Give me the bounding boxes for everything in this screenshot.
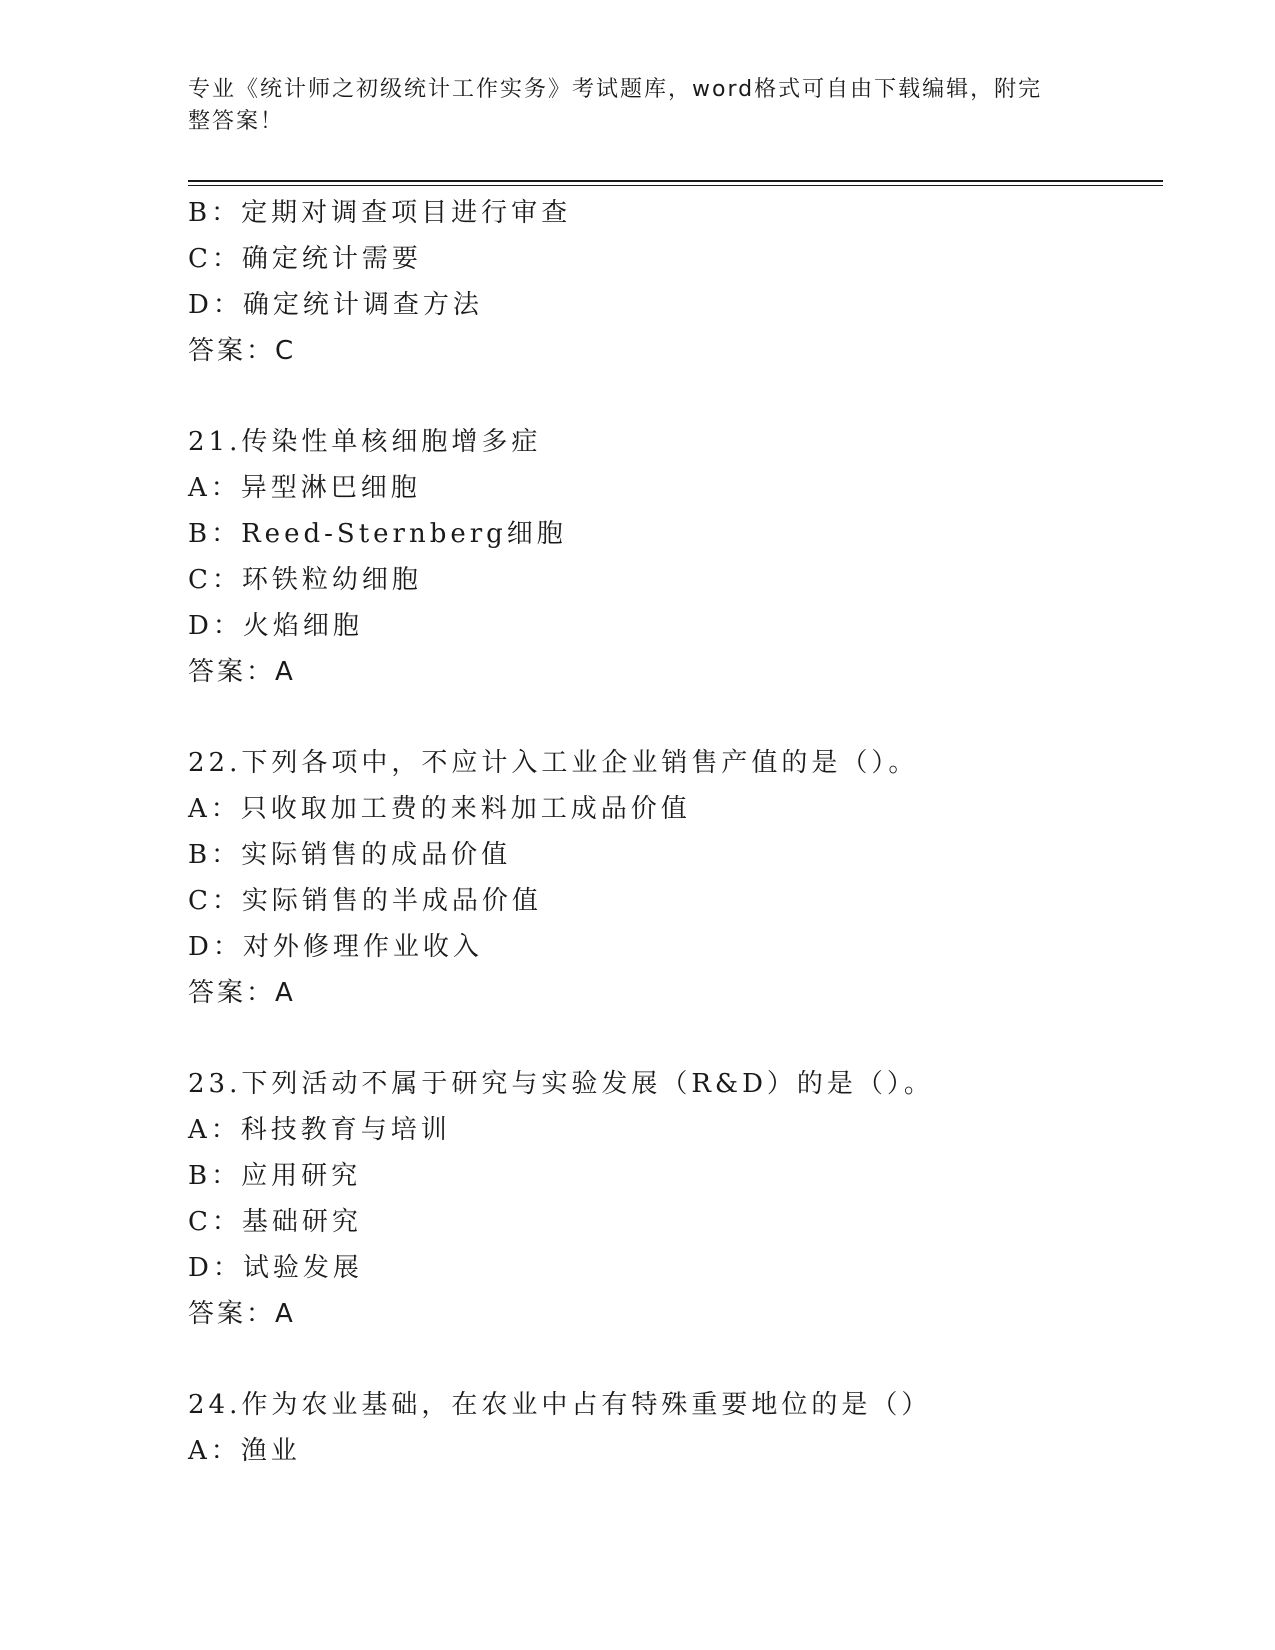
header-line-1: 专业《统计师之初级统计工作实务》考试题库，word格式可自由下载编辑，附完: [188, 77, 1043, 102]
answer: 答案：A: [188, 1299, 296, 1329]
question-21: [188, 419, 1163, 695]
option-c: C：实际销售的半成品价值: [188, 886, 542, 916]
header-divider-thin: [188, 185, 1163, 186]
question-text: 21.传染性单核细胞增多症: [188, 427, 542, 457]
option-c: C：确定统计需要: [188, 244, 422, 274]
option-c: C：环铁粒幼细胞: [188, 565, 422, 595]
option-b: B：定期对调查项目进行审查: [188, 198, 572, 228]
question-22: [188, 740, 1163, 1016]
header-line-2: 整答案！: [188, 109, 285, 134]
option-d: D：火焰细胞: [188, 611, 363, 641]
option-a: A：异型淋巴细胞: [188, 473, 421, 503]
option-a: A：科技教育与培训: [188, 1115, 451, 1145]
question-24: [188, 1382, 1163, 1474]
option-d: D：对外修理作业收入: [188, 932, 483, 962]
option-c: C：基础研究: [188, 1207, 362, 1237]
question-20-partial: [188, 190, 1163, 374]
question-text: 22.下列各项中，不应计入工业企业销售产值的是（）。: [188, 748, 919, 778]
question-23: [188, 1061, 1163, 1337]
question-list: [188, 190, 1163, 1474]
option-d: D：确定统计调查方法: [188, 290, 483, 320]
question-text: 24.作为农业基础，在农业中占有特殊重要地位的是（）: [188, 1390, 932, 1420]
option-d: D：试验发展: [188, 1253, 363, 1283]
answer: 答案：A: [188, 978, 296, 1008]
option-a: A：渔业: [188, 1436, 301, 1466]
header-divider-thick: [188, 180, 1163, 182]
question-text: 23.下列活动不属于研究与实验发展（R&D）的是（）。: [188, 1069, 934, 1099]
option-b: B：应用研究: [188, 1161, 362, 1191]
option-b: B：实际销售的成品价值: [188, 840, 512, 870]
option-b: B：Reed-Sternberg细胞: [188, 519, 567, 549]
answer: 答案：C: [188, 336, 297, 366]
option-a: A：只收取加工费的来料加工成品价值: [188, 794, 691, 824]
answer: 答案：A: [188, 657, 296, 687]
document-header: [188, 74, 1088, 138]
